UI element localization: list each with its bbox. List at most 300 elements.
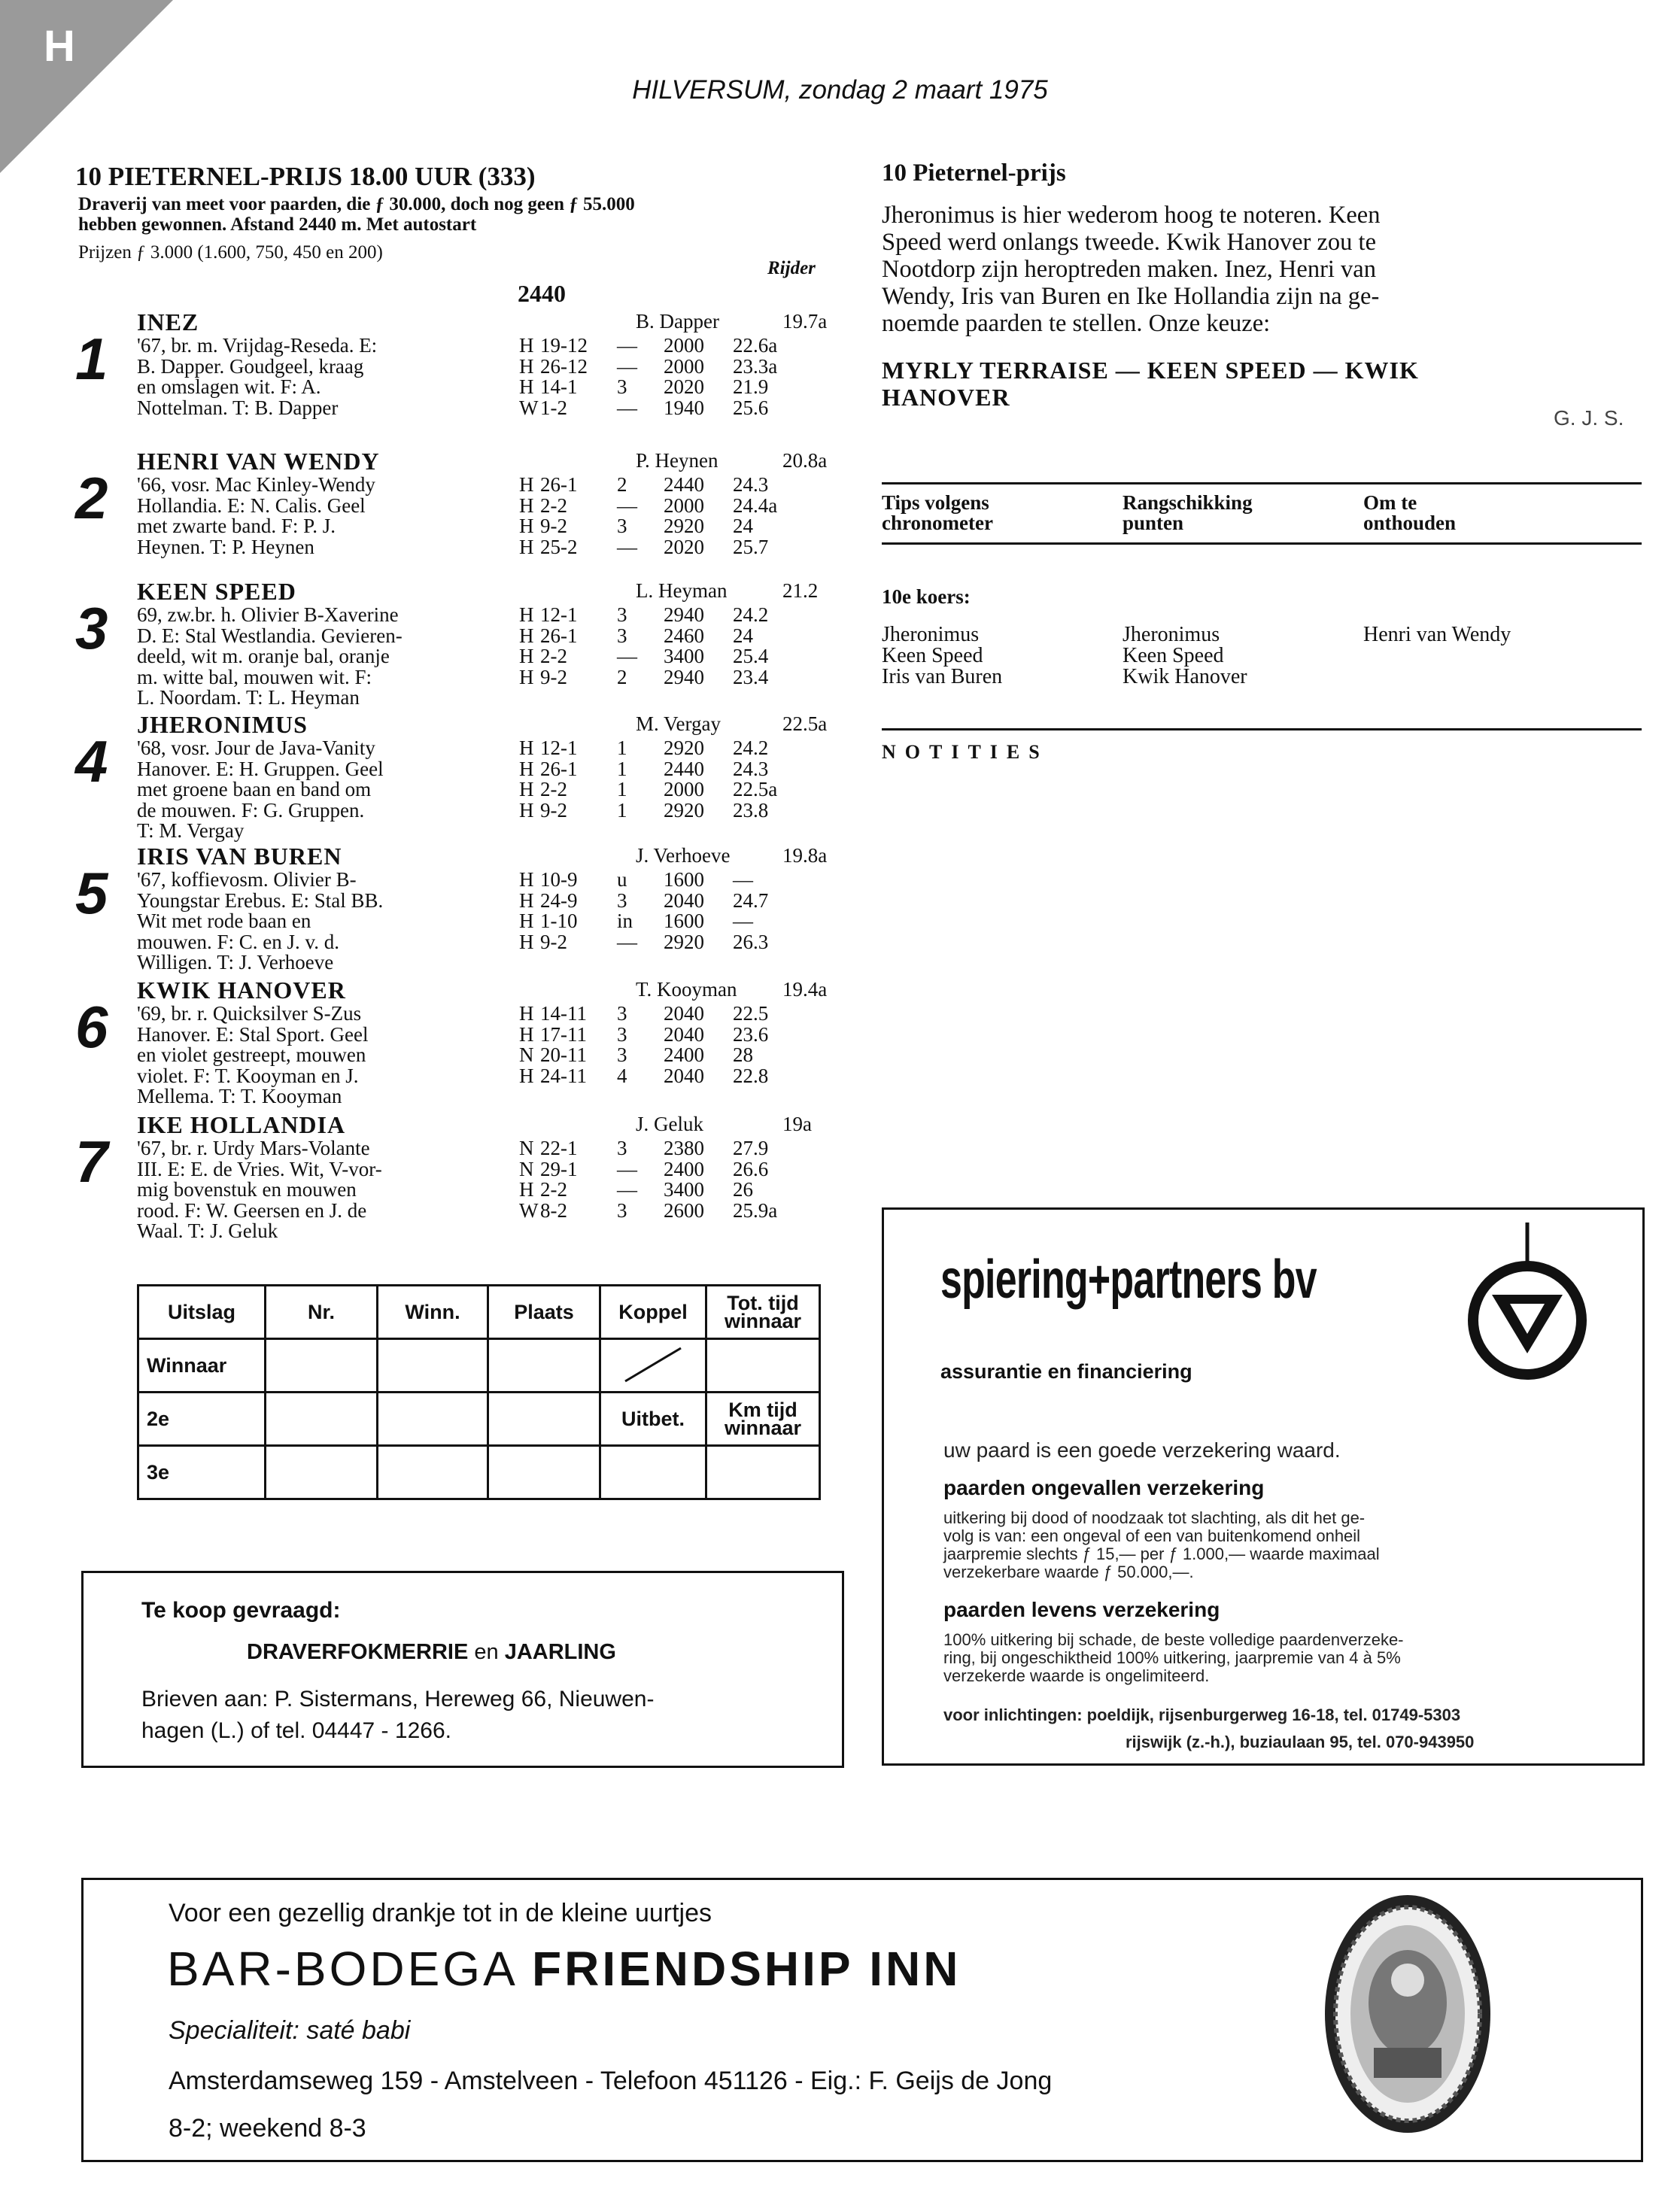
spiering-line: 100% uitkering bij schade, de beste volledige paardenverzeke- [943,1630,1404,1649]
bar-tagline: Voor een gezellig drankje tot in de kleine uurtjes [169,1899,712,1927]
table-cell [706,1446,820,1499]
spiering-line: volg is van: een ongeval of een van buitenkomend onheil [943,1526,1361,1545]
km-tijd-label: Km tijd winnaar [706,1393,820,1446]
horse-stats [519,475,801,557]
stat-cell: 12-1 [540,603,578,626]
stat-cell: 23.3a [733,354,778,378]
stat-cell: 20-11 [540,1043,587,1066]
horse-number: 1 [75,326,108,392]
table-cell [266,1339,378,1393]
table-row [138,1446,820,1499]
race-title: 10 PIETERNEL-PRIJS 18.00 UUR (333) [75,162,536,191]
commentary-line: noemde paarden te stellen. Onze keuze: [882,310,1271,337]
stat-row [519,1045,801,1066]
tips-header-line: Tips volgens [882,491,989,514]
corner-letter: H [44,22,75,71]
row-label: Winnaar [138,1339,266,1393]
stat-cell: H [519,645,534,667]
stat-row [519,1180,801,1201]
spiering-line: uitkering bij dood of noodzaak tot slachting, als dit het ge- [943,1508,1366,1527]
stat-cell: 24-9 [540,888,578,912]
stat-cell: 2000 [664,778,704,800]
stat-cell: 22.5 [733,1002,769,1025]
stat-cell: 1 [617,778,627,800]
stat-cell: H [519,515,534,537]
tips-column-punten [1123,624,1247,688]
race-distance: 2440 [518,280,566,307]
tips-header-punten [1123,493,1253,533]
row-label: 3e [138,1446,266,1499]
spiering-line: verzekerde waarde is ongelimiteerd. [943,1666,1210,1685]
stat-cell: H [519,603,534,626]
stat-cell: 2440 [664,757,704,780]
stat-row [519,354,801,378]
stat-row [519,496,801,517]
stat-row [519,646,801,667]
stat-cell: H [519,473,534,496]
table-cell [488,1446,600,1499]
horse-name: IKE HOLLANDIA [137,1111,346,1138]
stat-cell: 2400 [664,1157,704,1180]
stat-cell: 24.2 [733,737,769,759]
stat-cell: 23.6 [733,1022,769,1046]
horse-score: 20.8a [782,449,828,472]
bar-name-part: FRIENDSHIP INN [532,1942,962,1996]
stat-cell: 3 [617,375,627,398]
result-table [137,1284,821,1500]
stat-cell: 2940 [664,603,704,626]
stat-cell: H [519,1022,534,1046]
stat-cell: 26 [733,1178,753,1201]
stat-cell: 24.4a [733,494,778,517]
bar-name [167,1941,961,1997]
stat-cell: 4 [617,1064,627,1087]
stat-cell: N [519,1137,534,1159]
stat-cell: H [519,1178,534,1201]
stat-cell: — [733,910,753,932]
stat-cell: 19-12 [540,334,588,357]
stat-row [519,779,801,800]
stat-cell: 21.9 [733,375,769,398]
stat-cell: — [617,494,637,517]
stat-cell: u [617,868,627,891]
stat-cell: 10-9 [540,868,578,891]
stat-cell: 25.6 [733,396,769,419]
stat-cell: 14-1 [540,375,578,398]
stat-cell: H [519,910,534,932]
horse-rider: B. Dapper [636,310,719,333]
stat-row [519,1159,801,1180]
koers-label: 10e koers: [882,585,971,608]
stat-cell: 17-11 [540,1022,587,1046]
stat-cell: H [519,737,534,759]
horse-stats [519,336,801,418]
horse-rider: T. Kooyman [636,978,737,1001]
stat-cell: — [617,396,637,419]
stat-cell: 2-2 [540,645,567,667]
stat-cell: 3 [617,515,627,537]
tips-header-line: chronometer [882,512,993,534]
table-header: Plaats [488,1286,600,1339]
stat-row [519,336,801,357]
table-cell [266,1393,378,1446]
horse-description: '69, br. r. Quicksilver S-Zus Hanover. E: Stal Sport. Geel en violet gestreept, mouwen violet. F: T. Kooyman en J. Mellema. T: T. Kooyman [137,1002,369,1107]
stat-row [519,475,801,496]
commentary-line: Wendy, Iris van Buren en Ike Hollandia zijn na ge- [882,283,1380,310]
stat-cell: 2040 [664,888,704,912]
stat-cell: 9-2 [540,515,567,537]
spiering-logo: spiering+partners bv [940,1250,1317,1310]
stat-cell: 9-2 [540,665,567,688]
spiering-paragraph [943,1509,1380,1581]
table-cell [488,1393,600,1446]
horse-score: 19.8a [782,844,828,867]
te-koop-items [247,1640,616,1665]
te-koop-line: hagen (L.) of tel. 04447 - 1266. [141,1718,451,1743]
stat-cell: W [519,396,539,419]
stat-cell: H [519,494,534,517]
spiering-contact: rijswijk (z.-h.), buziaulaan 95, tel. 070-943950 [1126,1733,1475,1751]
stat-cell: 24 [733,624,753,647]
stat-cell: 1 [617,757,627,780]
stat-cell: 1-10 [540,910,578,932]
stat-cell: 12-1 [540,737,578,759]
stat-cell: 1600 [664,910,704,932]
horse-number: 4 [75,728,108,794]
horse-score: 19.7a [782,310,828,333]
stat-cell: 3 [617,603,627,626]
stat-cell: 1600 [664,868,704,891]
stat-cell: 9-2 [540,798,567,822]
stat-cell: 26.3 [733,930,769,953]
stat-cell: 28 [733,1043,753,1066]
table-cell [378,1339,488,1393]
stat-cell: in [617,910,633,932]
stat-cell: 26-12 [540,354,588,378]
stat-cell: 8-2 [540,1198,567,1222]
stat-cell: 9-2 [540,930,567,953]
stat-cell: 22-1 [540,1137,578,1159]
horse-number: 3 [75,595,108,661]
tip-item: Jheronimus [882,623,980,646]
tip-item: Keen Speed [1123,644,1224,667]
tips-header-chronometer [882,493,993,533]
table-row [138,1393,820,1446]
keuze-line: MYRLY TERRAISE — KEEN SPEED — KWIK [882,357,1419,384]
stat-cell: — [617,1178,637,1201]
stat-cell: H [519,375,534,398]
uitbet-label: Uitbet. [600,1393,706,1446]
stat-cell: H [519,778,534,800]
horse-rider: M. Vergay [636,712,721,735]
horse-number: 7 [75,1128,108,1195]
commentary-title: 10 Pieternel-prijs [882,159,1066,187]
stat-cell: — [617,354,637,378]
stat-cell: 24.2 [733,603,769,626]
stat-cell: 1 [617,798,627,822]
stat-cell: 3 [617,888,627,912]
horse-name: IRIS VAN BUREN [137,843,342,870]
stat-cell: N [519,1043,534,1066]
stat-cell: 2-2 [540,778,567,800]
stat-cell: 3400 [664,1178,704,1201]
bar-hours: 8-2; weekend 8-3 [169,2114,366,2143]
stat-cell: 2020 [664,535,704,558]
horse-stats [519,870,801,952]
stat-cell: 3 [617,1137,627,1159]
table-cell [378,1446,488,1499]
spiering-heading: paarden ongevallen verzekering [943,1476,1265,1499]
stat-cell: N [519,1157,534,1180]
stat-cell: — [617,1157,637,1180]
tips-header-line: Rangschikking [1123,491,1253,514]
rijder-label: Rijder [767,258,816,278]
stat-cell: — [617,535,637,558]
stat-row [519,667,801,688]
horse-number: 5 [75,860,108,926]
table-header: Uitslag [138,1286,266,1339]
horse-description: '68, vosr. Jour de Java-Vanity Hanover. E: H. Gruppen. Geel met groene baan en band om de mouwen. F: G. Gruppen. T: M. Vergay [137,737,384,842]
stat-cell: 22.8 [733,1064,769,1087]
tips-column-chronometer [882,624,1002,688]
spiering-line: verzekerbare waarde ƒ 50.000,—. [943,1563,1194,1581]
stat-row [519,888,801,912]
stat-cell: 2000 [664,354,704,378]
stat-cell: 1-2 [540,396,567,419]
tips-header-line: onthouden [1363,512,1457,534]
te-koop-item: DRAVERFOKMERRIE [247,1640,469,1664]
stat-row [519,1066,801,1087]
horse-score: 21.2 [782,579,819,602]
shield-v-icon [1463,1223,1591,1380]
spiering-tagline: uw paard is een goede verzekering waard. [943,1438,1341,1462]
tip-item: Keen Speed [882,644,983,667]
stat-cell: 14-11 [540,1002,587,1025]
te-koop-en: en [474,1640,499,1664]
stat-cell: 2400 [664,1043,704,1066]
row-label: 2e [138,1393,266,1446]
commentary-keuze [882,357,1581,411]
bar-address: Amsterdamseweg 159 - Amstelveen - Telefoon 451126 - Eig.: F. Geijs de Jong [169,2067,1053,2095]
stat-cell: 24 [733,515,753,537]
stat-cell: H [519,665,534,688]
signature: G. J. S. [1554,406,1624,430]
stat-cell: 2 [617,665,627,688]
stat-cell: 3 [617,624,627,647]
table-header: Tot. tijd winnaar [706,1286,820,1339]
stat-row [519,1004,801,1025]
commentary-line: Speed werd onlangs tweede. Kwik Hanover zou te [882,229,1377,256]
stat-cell: 22.5a [733,778,778,800]
stat-row [519,516,801,537]
stat-cell: 29-1 [540,1157,578,1180]
stat-cell: 24.3 [733,757,769,780]
stat-cell: H [519,334,534,357]
stat-cell: 2920 [664,798,704,822]
stat-cell: 25.4 [733,645,769,667]
race-prizes: Prijzen ƒ 3.000 (1.600, 750, 450 en 200) [78,242,383,263]
stat-cell: H [519,535,534,558]
stat-cell: 2 [617,473,627,496]
te-koop-item: JAARLING [504,1640,616,1664]
horse-name: HENRI VAN WENDY [137,448,380,475]
stat-cell: 2920 [664,737,704,759]
stat-row [519,1022,801,1046]
stat-cell: 23.8 [733,798,769,822]
stat-cell: 2920 [664,515,704,537]
tip-item: Kwik Hanover [1123,665,1247,688]
stat-row [519,1138,801,1159]
table-cell [266,1446,378,1499]
stat-cell: 2000 [664,494,704,517]
stat-cell: 2460 [664,624,704,647]
stat-cell: 3400 [664,645,704,667]
race-conditions-line: Draverij van meet voor paarden, die ƒ 30.000, doch nog geen ƒ 55.000 [78,194,635,214]
stat-cell: 1940 [664,396,704,419]
horse-stats [519,1004,801,1086]
tips-header-line: punten [1123,512,1184,534]
table-cell [378,1393,488,1446]
stat-cell: H [519,1002,534,1025]
horse-stats [519,1138,801,1221]
stat-cell: 24-11 [540,1064,587,1087]
horse-rider: J. Geluk [636,1113,703,1135]
stat-row [519,626,801,647]
stat-row [519,605,801,626]
table-header: Nr. [266,1286,378,1339]
stat-row [519,738,801,759]
horse-description: '67, koffievosm. Olivier B- Youngstar Erebus. E: Stal BB. Wit met rode baan en mouwen. F: C. en J. v. d. Willigen. T: J. Verhoeve [137,868,384,973]
te-koop-text [141,1684,796,1747]
stat-cell: 2020 [664,375,704,398]
tips-column-onthouden [1363,624,1511,645]
horse-score: 19.4a [782,978,828,1001]
spiering-line: jaarpremie slechts ƒ 15,— per ƒ 1.000,— waarde maximaal [943,1544,1380,1563]
stat-cell: 2600 [664,1198,704,1222]
stat-row [519,911,801,932]
stat-cell: H [519,354,534,378]
stat-cell: H [519,624,534,647]
stat-cell: — [617,930,637,953]
stat-cell: 26-1 [540,473,578,496]
table-cell-slash [600,1339,706,1393]
stat-cell: H [519,798,534,822]
stat-cell: W [519,1198,539,1222]
stat-cell: 2380 [664,1137,704,1159]
divider [882,542,1642,545]
horse-score: 22.5a [782,712,828,735]
stat-cell: — [617,334,637,357]
stat-cell: 23.4 [733,665,769,688]
race-conditions-line: hebben gewonnen. Afstand 2440 m. Met autostart [78,214,477,235]
stat-cell: 2-2 [540,494,567,517]
stat-cell: 1 [617,737,627,759]
stat-cell: 2440 [664,473,704,496]
tip-item: Iris van Buren [882,665,1003,688]
race-conditions [78,194,846,235]
emblem-icon [1321,1890,1494,2138]
stat-cell: 26.6 [733,1157,769,1180]
stat-cell: 2040 [664,1022,704,1046]
divider [882,482,1642,484]
table-header: Winn. [378,1286,488,1339]
notities-label: NOTITIES [882,741,1049,763]
stat-cell: 25-2 [540,535,578,558]
table-row [138,1339,820,1393]
stat-cell: 24.3 [733,473,769,496]
stat-cell: 25.7 [733,535,769,558]
horse-number: 2 [75,465,108,531]
horse-name: JHERONIMUS [137,711,308,738]
horse-description: '67, br. m. Vrijdag-Reseda. E: B. Dapper. Goudgeel, kraag en omslagen wit. F: A. Nottelman. T: B. Dapper [137,334,378,419]
stat-row [519,870,801,891]
stat-row [519,398,801,419]
commentary-line: Jheronimus is hier wederom hoog te noteren. Keen [882,202,1381,229]
stat-cell: H [519,888,534,912]
stat-row [519,932,801,953]
page-header: HILVERSUM, zondag 2 maart 1975 [632,75,1048,105]
tip-item: Henri van Wendy [1363,623,1511,646]
stat-cell: 2040 [664,1002,704,1025]
table-header: Koppel [600,1286,706,1339]
slash-mark [612,1342,694,1387]
stat-cell: 27.9 [733,1137,769,1159]
stat-cell: 2000 [664,334,704,357]
spiering-heading: paarden levens verzekering [943,1598,1220,1621]
table-cell [706,1339,820,1393]
horse-name: KEEN SPEED [137,578,296,605]
stat-cell: 3 [617,1198,627,1222]
horse-stats [519,738,801,821]
stat-cell: 3 [617,1002,627,1025]
spiering-paragraph [943,1631,1404,1685]
stat-cell: — [733,868,753,891]
spiering-line: ring, bij ongeschiktheid 100% uitkering, jaarpremie van 4 à 5% [943,1648,1401,1667]
stat-row [519,377,801,398]
stat-row [519,537,801,558]
horse-name: INEZ [137,308,199,336]
stat-cell: 3 [617,1043,627,1066]
stat-cell: 2920 [664,930,704,953]
spiering-contact: voor inlichtingen: poeldijk, rijsenburgerweg 16-18, tel. 01749-5303 [943,1705,1461,1724]
horse-rider: P. Heynen [636,449,718,472]
stat-row [519,759,801,780]
table-cell [600,1446,706,1499]
bar-name-part: BAR-BODEGA [167,1942,516,1996]
horse-rider: J. Verhoeve [636,844,731,867]
te-koop-title: Te koop gevraagd: [141,1598,341,1623]
stat-row [519,1198,801,1222]
horse-stats [519,605,801,688]
stat-cell: H [519,757,534,780]
horse-description: '66, vosr. Mac Kinley-Wendy Hollandia. E: N. Calis. Geel met zwarte band. F: P. J. Heynen. T: P. Heynen [137,473,375,558]
tips-header-onthouden [1363,493,1456,533]
divider [882,728,1642,730]
stat-cell: H [519,930,534,953]
horse-number: 6 [75,994,108,1060]
table-cell [488,1339,600,1393]
table-row [138,1286,820,1339]
stat-cell: H [519,1064,534,1087]
stat-cell: 25.9a [733,1198,778,1222]
stat-cell: 2-2 [540,1178,567,1201]
stat-cell: 24.7 [733,888,769,912]
commentary-line: Nootdorp zijn heroptreden maken. Inez, Henri van [882,256,1376,283]
stat-cell: 26-1 [540,757,578,780]
bar-specialty: Specialiteit: saté babi [169,2016,411,2045]
commentary-text [882,202,1581,337]
stat-cell: H [519,868,534,891]
